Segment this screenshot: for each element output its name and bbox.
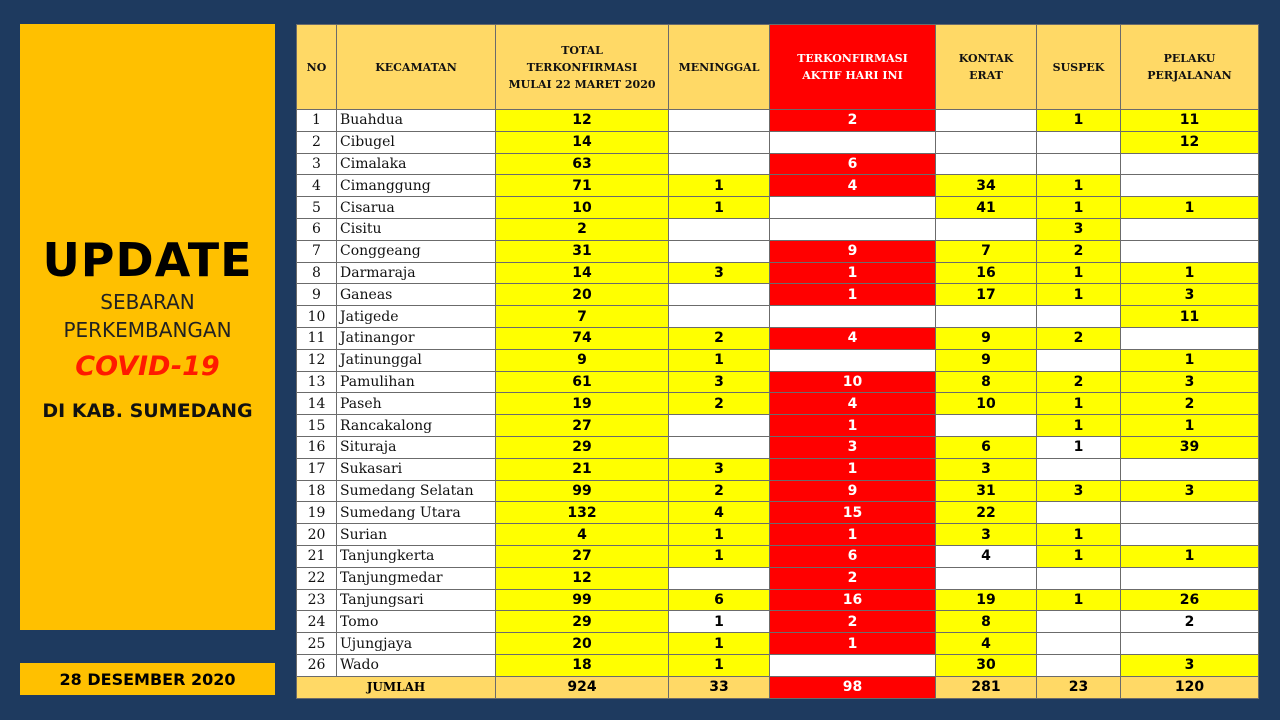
cell-total: 10 <box>496 197 669 219</box>
table-row <box>297 415 1259 437</box>
cell-no: 24 <box>297 611 337 633</box>
header-aktif: TERKONFIRMASI AKTIF HARI INI <box>770 25 936 110</box>
cell-no: 7 <box>297 240 337 262</box>
cell-aktif: 1 <box>770 415 936 437</box>
cell-kecamatan: Ujungjaya <box>337 633 496 655</box>
cell-kecamatan: Rancakalong <box>337 415 496 437</box>
cell-kontak <box>936 218 1037 240</box>
cell-no: 19 <box>297 502 337 524</box>
cell-suspek <box>1037 611 1121 633</box>
cell-aktif: 2 <box>770 110 936 132</box>
cell-aktif <box>770 131 936 153</box>
cell-aktif: 6 <box>770 545 936 567</box>
cell-kecamatan: Darmaraja <box>337 262 496 284</box>
header-row <box>297 25 1259 110</box>
header-total: TOTAL TERKONFIRMASI MULAI 22 MARET 2020 <box>496 25 669 110</box>
cell-no: 17 <box>297 458 337 480</box>
cell-pelaku: 3 <box>1121 371 1259 393</box>
cell-suspek: 2 <box>1037 240 1121 262</box>
cell-kecamatan: Jatigede <box>337 306 496 328</box>
cell-kecamatan: Paseh <box>337 393 496 415</box>
cell-total: 21 <box>496 458 669 480</box>
cell-pelaku: 26 <box>1121 589 1259 611</box>
table-row <box>297 589 1259 611</box>
cell-no: 5 <box>297 197 337 219</box>
cell-aktif: 1 <box>770 458 936 480</box>
cell-meninggal <box>669 110 770 132</box>
table-row <box>297 524 1259 546</box>
cell-no: 16 <box>297 436 337 458</box>
cell-kontak: 30 <box>936 654 1037 676</box>
table-row <box>297 633 1259 655</box>
table-row <box>297 393 1259 415</box>
cell-kontak: 8 <box>936 611 1037 633</box>
cell-kontak: 16 <box>936 262 1037 284</box>
cell-aktif: 9 <box>770 480 936 502</box>
cell-total: 61 <box>496 371 669 393</box>
table-row <box>297 262 1259 284</box>
cell-aktif: 10 <box>770 371 936 393</box>
cell-no: 10 <box>297 306 337 328</box>
covid-title: COVID-19 <box>75 350 220 382</box>
cell-aktif: 1 <box>770 633 936 655</box>
cell-kontak: 41 <box>936 197 1037 219</box>
table-row <box>297 654 1259 676</box>
cell-pelaku <box>1121 175 1259 197</box>
cell-total: 18 <box>496 654 669 676</box>
cell-total: 132 <box>496 502 669 524</box>
cell-total: 63 <box>496 153 669 175</box>
header-kecamatan: KECAMATAN <box>337 25 496 110</box>
cell-aktif: 1 <box>770 284 936 306</box>
cell-kecamatan: Cisarua <box>337 197 496 219</box>
cell-kontak: 19 <box>936 589 1037 611</box>
cell-suspek: 1 <box>1037 197 1121 219</box>
total-label: JUMLAH <box>297 676 496 698</box>
cell-meninggal: 2 <box>669 327 770 349</box>
cell-kecamatan: Tanjungmedar <box>337 567 496 589</box>
cell-suspek: 2 <box>1037 327 1121 349</box>
cell-total: 19 <box>496 393 669 415</box>
cell-kecamatan: Jatinunggal <box>337 349 496 371</box>
cell-no: 2 <box>297 131 337 153</box>
cell-pelaku: 2 <box>1121 393 1259 415</box>
cell-aktif <box>770 654 936 676</box>
cell-pelaku: 3 <box>1121 284 1259 306</box>
cell-kecamatan: Cibugel <box>337 131 496 153</box>
cell-no: 1 <box>297 110 337 132</box>
table-row <box>297 480 1259 502</box>
cell-suspek: 1 <box>1037 284 1121 306</box>
cell-kecamatan: Cimanggung <box>337 175 496 197</box>
cell-no: 12 <box>297 349 337 371</box>
cell-pelaku: 3 <box>1121 480 1259 502</box>
table-row <box>297 567 1259 589</box>
cell-meninggal <box>669 567 770 589</box>
table-row <box>297 240 1259 262</box>
cell-meninggal: 4 <box>669 502 770 524</box>
table-row <box>297 502 1259 524</box>
cell-kecamatan: Conggeang <box>337 240 496 262</box>
cell-kecamatan: Cisitu <box>337 218 496 240</box>
cell-kontak: 10 <box>936 393 1037 415</box>
cell-suspek <box>1037 306 1121 328</box>
header-pelaku: PELAKU PERJALANAN <box>1121 25 1259 110</box>
data-table-container <box>296 24 1258 695</box>
cell-kecamatan: Ganeas <box>337 284 496 306</box>
cell-kontak: 4 <box>936 545 1037 567</box>
cell-total: 4 <box>496 524 669 546</box>
cell-meninggal: 3 <box>669 262 770 284</box>
cell-pelaku: 39 <box>1121 436 1259 458</box>
cell-total: 27 <box>496 415 669 437</box>
cell-total: 99 <box>496 589 669 611</box>
date-badge: 28 DESEMBER 2020 <box>20 663 275 695</box>
cell-pelaku: 1 <box>1121 262 1259 284</box>
cell-pelaku <box>1121 502 1259 524</box>
cell-total: 99 <box>496 480 669 502</box>
cell-pelaku <box>1121 153 1259 175</box>
cell-meninggal: 2 <box>669 480 770 502</box>
table-row <box>297 175 1259 197</box>
cell-total: 20 <box>496 284 669 306</box>
table-row <box>297 153 1259 175</box>
cell-meninggal <box>669 240 770 262</box>
cell-no: 20 <box>297 524 337 546</box>
cell-kecamatan: Jatinangor <box>337 327 496 349</box>
cell-no: 15 <box>297 415 337 437</box>
cell-suspek: 1 <box>1037 393 1121 415</box>
cell-kecamatan: Wado <box>337 654 496 676</box>
total-row <box>297 676 1259 698</box>
cell-pelaku: 1 <box>1121 349 1259 371</box>
cell-aktif: 4 <box>770 175 936 197</box>
cell-no: 13 <box>297 371 337 393</box>
cell-aktif: 4 <box>770 393 936 415</box>
cell-total: 12 <box>496 567 669 589</box>
table-row <box>297 218 1259 240</box>
cell-total: 31 <box>496 240 669 262</box>
cell-kontak: 34 <box>936 175 1037 197</box>
cell-aktif: 4 <box>770 327 936 349</box>
cell-no: 3 <box>297 153 337 175</box>
update-title: UPDATE <box>42 232 253 287</box>
cell-suspek: 1 <box>1037 110 1121 132</box>
cell-aktif: 9 <box>770 240 936 262</box>
cell-total: 29 <box>496 611 669 633</box>
cell-suspek <box>1037 349 1121 371</box>
cell-meninggal: 1 <box>669 654 770 676</box>
total-kontak: 281 <box>936 676 1037 698</box>
cell-no: 18 <box>297 480 337 502</box>
cell-aktif: 6 <box>770 153 936 175</box>
cell-meninggal <box>669 218 770 240</box>
cell-total: 2 <box>496 218 669 240</box>
cell-aktif <box>770 197 936 219</box>
cell-meninggal <box>669 131 770 153</box>
cell-meninggal: 6 <box>669 589 770 611</box>
cell-aktif: 2 <box>770 567 936 589</box>
cell-meninggal: 1 <box>669 524 770 546</box>
cell-meninggal: 1 <box>669 611 770 633</box>
cell-total: 27 <box>496 545 669 567</box>
cell-meninggal: 1 <box>669 175 770 197</box>
cell-pelaku: 11 <box>1121 110 1259 132</box>
cell-kontak <box>936 415 1037 437</box>
cell-kecamatan: Buahdua <box>337 110 496 132</box>
cell-aktif: 1 <box>770 262 936 284</box>
cell-kontak <box>936 153 1037 175</box>
total-confirmed: 924 <box>496 676 669 698</box>
table-row <box>297 436 1259 458</box>
header-meninggal: MENINGGAL <box>669 25 770 110</box>
region-title: DI KAB. SUMEDANG <box>42 399 253 422</box>
cell-suspek <box>1037 153 1121 175</box>
cell-kecamatan: Pamulihan <box>337 371 496 393</box>
cell-kecamatan: Tanjungsari <box>337 589 496 611</box>
cell-kontak: 17 <box>936 284 1037 306</box>
table-row <box>297 371 1259 393</box>
cell-meninggal: 3 <box>669 371 770 393</box>
total-pelaku: 120 <box>1121 676 1259 698</box>
cell-suspek: 1 <box>1037 545 1121 567</box>
cell-meninggal: 1 <box>669 349 770 371</box>
cell-pelaku: 1 <box>1121 197 1259 219</box>
cell-pelaku: 11 <box>1121 306 1259 328</box>
cell-aktif <box>770 218 936 240</box>
cell-pelaku <box>1121 567 1259 589</box>
cell-no: 22 <box>297 567 337 589</box>
cell-total: 14 <box>496 262 669 284</box>
cell-aktif: 15 <box>770 502 936 524</box>
table-row <box>297 545 1259 567</box>
cell-kontak <box>936 131 1037 153</box>
cell-pelaku <box>1121 458 1259 480</box>
cell-total: 7 <box>496 306 669 328</box>
cell-total: 14 <box>496 131 669 153</box>
cell-kontak <box>936 110 1037 132</box>
cell-kecamatan: Surian <box>337 524 496 546</box>
cell-kecamatan: Sumedang Selatan <box>337 480 496 502</box>
cell-kontak: 22 <box>936 502 1037 524</box>
cell-no: 8 <box>297 262 337 284</box>
table-row <box>297 197 1259 219</box>
cell-total: 9 <box>496 349 669 371</box>
table-row <box>297 306 1259 328</box>
header-kontak: KONTAK ERAT <box>936 25 1037 110</box>
cell-suspek <box>1037 131 1121 153</box>
cell-meninggal: 2 <box>669 393 770 415</box>
cell-kecamatan: Sukasari <box>337 458 496 480</box>
cell-no: 21 <box>297 545 337 567</box>
cell-pelaku <box>1121 327 1259 349</box>
cell-kecamatan: Tomo <box>337 611 496 633</box>
cell-meninggal <box>669 306 770 328</box>
cell-suspek: 1 <box>1037 524 1121 546</box>
table-row <box>297 110 1259 132</box>
header-no: NO <box>297 25 337 110</box>
cell-total: 12 <box>496 110 669 132</box>
table-row <box>297 349 1259 371</box>
cell-kontak: 9 <box>936 349 1037 371</box>
table-row <box>297 131 1259 153</box>
cell-pelaku <box>1121 524 1259 546</box>
cell-no: 25 <box>297 633 337 655</box>
cell-kontak: 3 <box>936 524 1037 546</box>
cell-kontak: 6 <box>936 436 1037 458</box>
cell-suspek <box>1037 458 1121 480</box>
cell-kontak: 3 <box>936 458 1037 480</box>
title-panel <box>20 24 275 630</box>
cell-suspek: 3 <box>1037 480 1121 502</box>
cell-aktif: 1 <box>770 524 936 546</box>
cell-kecamatan: Sumedang Utara <box>337 502 496 524</box>
cell-meninggal: 1 <box>669 545 770 567</box>
cell-suspek: 2 <box>1037 371 1121 393</box>
table-row <box>297 458 1259 480</box>
cell-kontak: 7 <box>936 240 1037 262</box>
cell-meninggal: 1 <box>669 633 770 655</box>
cell-pelaku: 1 <box>1121 415 1259 437</box>
cell-suspek <box>1037 633 1121 655</box>
cell-meninggal <box>669 153 770 175</box>
cell-pelaku <box>1121 218 1259 240</box>
cell-aktif <box>770 349 936 371</box>
cell-pelaku: 1 <box>1121 545 1259 567</box>
table-row <box>297 284 1259 306</box>
cell-meninggal: 3 <box>669 458 770 480</box>
cell-suspek: 1 <box>1037 589 1121 611</box>
cell-suspek: 1 <box>1037 262 1121 284</box>
cell-meninggal <box>669 436 770 458</box>
cell-kontak <box>936 306 1037 328</box>
cell-suspek: 1 <box>1037 415 1121 437</box>
cell-suspek: 1 <box>1037 436 1121 458</box>
cell-aktif <box>770 306 936 328</box>
covid-table <box>296 24 1259 699</box>
subtitle-line-1: SEBARAN <box>100 289 195 314</box>
cell-no: 11 <box>297 327 337 349</box>
cell-no: 9 <box>297 284 337 306</box>
subtitle-line-2: PERKEMBANGAN <box>63 317 232 342</box>
cell-no: 23 <box>297 589 337 611</box>
cell-kecamatan: Cimalaka <box>337 153 496 175</box>
total-suspek: 23 <box>1037 676 1121 698</box>
header-suspek: SUSPEK <box>1037 25 1121 110</box>
cell-suspek <box>1037 654 1121 676</box>
cell-pelaku <box>1121 240 1259 262</box>
table-row <box>297 611 1259 633</box>
cell-kecamatan: Tanjungkerta <box>337 545 496 567</box>
cell-kontak: 8 <box>936 371 1037 393</box>
cell-suspek <box>1037 502 1121 524</box>
table-row <box>297 327 1259 349</box>
cell-kontak: 4 <box>936 633 1037 655</box>
cell-pelaku: 12 <box>1121 131 1259 153</box>
cell-suspek: 1 <box>1037 175 1121 197</box>
cell-kontak: 31 <box>936 480 1037 502</box>
cell-aktif: 3 <box>770 436 936 458</box>
cell-kontak: 9 <box>936 327 1037 349</box>
cell-total: 71 <box>496 175 669 197</box>
cell-total: 74 <box>496 327 669 349</box>
cell-suspek <box>1037 567 1121 589</box>
cell-aktif: 16 <box>770 589 936 611</box>
cell-aktif: 2 <box>770 611 936 633</box>
total-meninggal: 33 <box>669 676 770 698</box>
cell-meninggal <box>669 284 770 306</box>
cell-pelaku <box>1121 633 1259 655</box>
cell-kecamatan: Situraja <box>337 436 496 458</box>
cell-pelaku: 2 <box>1121 611 1259 633</box>
cell-no: 4 <box>297 175 337 197</box>
cell-no: 14 <box>297 393 337 415</box>
cell-meninggal: 1 <box>669 197 770 219</box>
cell-suspek: 3 <box>1037 218 1121 240</box>
cell-total: 29 <box>496 436 669 458</box>
cell-no: 6 <box>297 218 337 240</box>
table-body <box>297 110 1259 677</box>
total-aktif: 98 <box>770 676 936 698</box>
cell-pelaku: 3 <box>1121 654 1259 676</box>
cell-no: 26 <box>297 654 337 676</box>
cell-total: 20 <box>496 633 669 655</box>
cell-meninggal <box>669 415 770 437</box>
cell-kontak <box>936 567 1037 589</box>
